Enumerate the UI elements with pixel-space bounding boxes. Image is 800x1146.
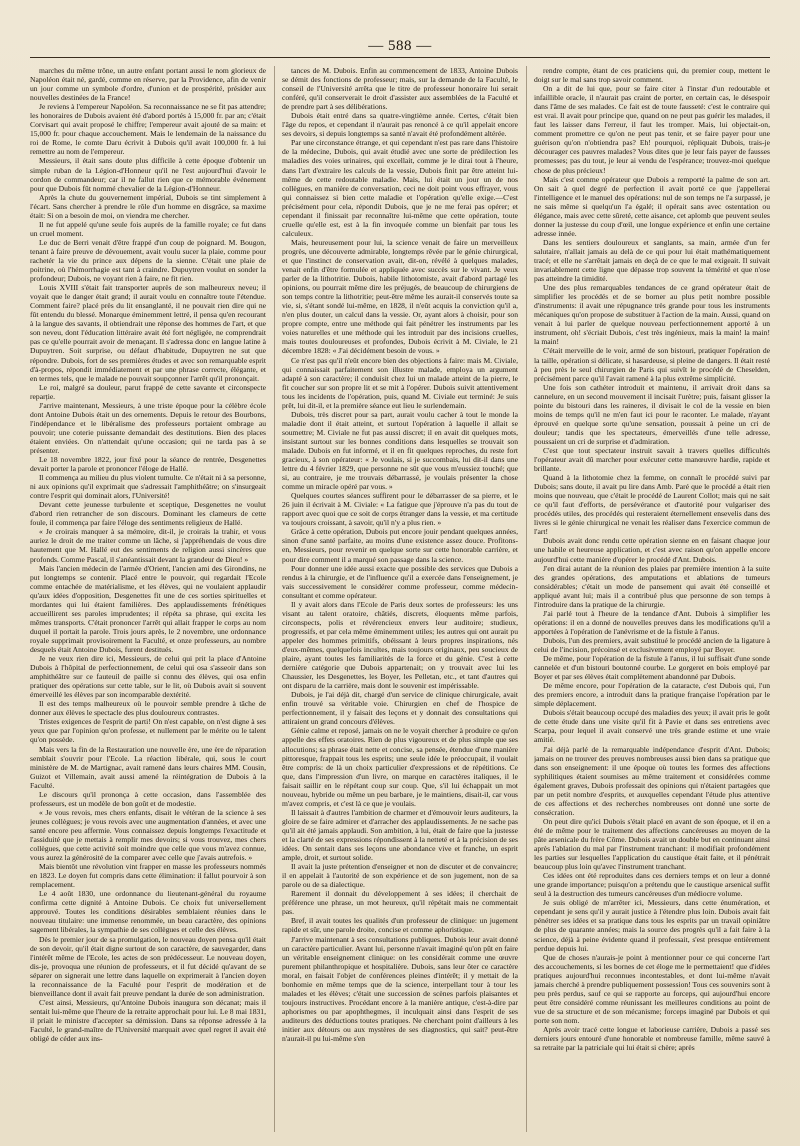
paragraph: Mais vers la fin de la Restauration une nouvelle ère, une ère de réparation semblait s'ouvrir pour l'Ecole. La réaction libérale, qui, sous le court ministère de M. de Martignac, avait ramené dans leurs chaires MM. Cousin, Guizot et Villemain, avait aussi amené la réintégration de Dubois à la Faculté.: [30, 744, 266, 790]
paragraph: Que de choses n'aurais-je point à mentionner pour ce qui concerne l'art des accouchements, si les bornes de cet éloge me le permettaient! que d'idées pratiques aujourd'hui reconnues incontestables, et dont lui-même n'avait jamais cherché à prendre publiquement possession! Tous ces souvenirs sont à peu près perdus, sauf ce qui se rapporte au forceps, qui aujourd'hui encore peut être considéré comme réunissant les meilleures conditions au point de vue de sa structure et de son mécanisme; forceps imaginé par Dubois et qui porte son nom.: [534, 952, 770, 1025]
paragraph: Mais, heureusement pour lui, la science venait de faire un merveilleux progrès, une découverte admirable, longtemps rêvée par le génie chirurgical, et que l'instinct de conservation avait, dit-on, révélé à quelques malades, venait enfin d'être formulée et appliquée avec succès sur le vivant. Je veux parler de la lithotritie. Dubois, habile lithotomiste, avait d'abord partagé les opinions, ou pourrait même dire les préjugés, de beaucoup de chirurgiens de son temps contre la lithotritie; peut-être même les aurait-il conservés toute sa vie, si, s'étant sondé lui-même, en 1828, il n'eût acquis la conviction qu'il a, n'en plus douter, un calcul dans la vessie. Or, ayant alors à choisir, pour son propre compte, entre une méthode qui fait pénétrer les instruments par les voies naturelles et une méthode qui les introduit par des incisions cruelles, mais toutes douloureuses et profondes, Dubois écrivit à M. Civiale, le 21 décembre 1828: « J'ai décidément besoin de vous. »: [282, 237, 518, 356]
paragraph: Bref, il avait toutes les qualités d'un professeur de clinique: un jugement rapide et sûr, une parole droite, concise et comme aphoristique.: [282, 916, 518, 935]
paragraph: Messieurs, il était sans doute plus difficile à cette époque d'obtenir un simple ruban de la Légion-d'Honneur qu'il ne l'est aujourd'hui d'avoir le cordon de commandeur; car il ne fallut rien que ce mémorable événement pour que Dubois fût nommé chevalier de la Légion-d'Honneur.: [30, 156, 266, 193]
paragraph: Tristes exigences de l'esprit de parti! On n'est capable, on n'est digne à ses yeux que par l'opinion qu'on professe, et nullement par le mérite ou le talent qu'on possède.: [30, 717, 266, 745]
paragraph: J'ai déjà parlé de la remarquable indépendance d'esprit d'Ant. Dubois; jamais on ne trouver des preuves nombreuses aussi bien dans sa pratique que dans son enseignement: il une époque où toutes les formes des affections syphilitiques étaient soumises au même traitement et considérées comme également graves, Dubois professait des opinions qui n'étaient partagées que par un petit nombre d'esprits, et auxquelles cependant l'étude plus attentive de ces affections et des recherches nombreuses ont donné une sorte de consécration.: [534, 744, 770, 817]
paragraph: Il ne fut appelé qu'une seule fois auprès de la famille royale; ce fut dans un cruel moment.: [30, 219, 266, 238]
paragraph: Je suis obligé de m'arrêter ici, Messieurs, dans cette énumération, et cependant je sens qu'il y aurait justice à l'étendre plus loin. Dubois avait fait pénétrer ses idées et sa pratique dans tous les esprits par un travail opiniâtre de plus de quarante années; mais la source des progrès qu'il a fait faire à la science, déjà à peine évidente quand il professait, s'est presque entièrement perdue depuis lui.: [534, 898, 770, 953]
paragraph: « Je croirais manquer à sa mémoire, dit-il, je croirais la trahir, et vous auriez le droit de me traiter comme un lâche, si j'appréhendais de vous dire hautement que M. Hallé eut des sentiments de religion aussi sincères que profonds. Comme Pascal, il s'anéantissait devant la grandeur de Dieu! »: [30, 527, 266, 564]
paragraph: Dubois, je l'ai déjà dit, chargé d'un service de clinique chirurgicale, avait enfin trouvé sa véritable voie. Chirurgien en chef de l'hospice de perfectionnement, il y faisait des leçons et y donnait des consultations qui attiraient un grand concours d'élèves.: [282, 690, 518, 727]
column-divider: [526, 66, 527, 1132]
paragraph: J'ai parlé tout à l'heure de la tendance d'Ant. Dubois à simplifier les opérations: il en a donné de nouvelles preuves dans les modifications qu'il a apportées à l'opération de l'anévrisme et de la fistule à l'anus.: [534, 608, 770, 636]
column-left: [30, 66, 266, 1132]
paragraph: On peut dire qu'ici Dubois s'était placé en avant de son époque, et il en a été de même pour le traitement des affections cancéreuses au moyen de la pâte arsenicale du frère Côme. Dubois avait un double but en continuant ainsi après l'ablation du mal par l'instrument tranchant: il modifiait profondément les parties sur lesquelles l'application du caustique était faite, et il pénétrait beaucoup plus loin qu'avec l'instrument tranchant.: [534, 816, 770, 872]
paragraph: Je ne veux rien dire ici, Messieurs, de celui qui prit la place d'Antoine Dubois à l'hôpital de perfectionnement, de celui qui osa s'asseoir dans son amphithéâtre sur ce fauteuil de paille si connu des élèves, qui osa enfin pratiquer des opérations sur cette table, sur le lit, où Dubois avait si souvent émerveillé les élèves par son incomparable dextérité.: [30, 654, 266, 700]
paragraph: Dubois, l'un des premiers, avait substitué le procédé ancien de la ligature à celui de l'incision, précoinsé et exclusivement employé par Boyer.: [534, 635, 770, 654]
paragraph: Dubois était entré dans sa quatre-vingtième année. Certes, c'était bien l'âge du repos, et cependant il n'aurait pas renoncé à ce qu'il appelait encore ses devoirs, si depuis longtemps sa santé n'avait été profondément altérée.: [282, 111, 518, 139]
paragraph: De même encore, pour l'opération de la cataracte, c'est Dubois qui, l'un des premiers encore, a introduit dans la pratique française l'opération par le simple déplacement.: [534, 681, 770, 709]
paragraph: Le discours qu'il prononça à cette occasion, dans l'assemblée des professeurs, est un modèle de bon goût et de modestie.: [30, 789, 266, 808]
paragraph: Il y avait alors dans l'Ecole de Paris deux sortes de professeurs: les uns visant au talent oratoire, châtiés, discrets, éloquents même parfois, circonspects, polis et révérencieux envers leur auditoire; studieux, progressifs, et par cela même éminemment utiles; les autres qui ont aurait pu appeler des hommes primitifs, obéissant à leurs propres inspirations, nés d'eux-mêmes, quelquefois incultes, mais toujours originaux, peu soucieux de plaire, ayant toutes les familiarités de la force et du génie. C'est à cette dernière catégorie que Dubois appartenait; on y trouvait avec lui les Chaussier, les Desgenettes, les Boyer, les Pelletan, etc., et tant d'autres qui ont disparu de la carrière, mais dont le souvenir est impérissable.: [282, 599, 518, 691]
paragraph: Dubois s'était beaucoup occupé des maladies des yeux; il avait pris le goût de cette étude dans une visite qu'il fit à Pavie et dans ses entretiens avec Scarpa, pour lequel il avait conservé une très grande estime et une vraie amitié.: [534, 708, 770, 745]
paragraph: Mais c'est comme opérateur que Dubois a remporté la palme de son art. On sait à quel degré de perfection il avait porté ce que j'appellerai l'intelligence et le manuel des opérations: nul de son temps ne l'a surpassé, je ne sais même si quelqu'un l'a égalé; il opérait sans avec ostentation ou élégance, mais avec cette sûreté, cette aisance, cet aplomb que peuvent seules donner la justesse du coup d'œil, une longue expérience et enfin une certaine adresse innée.: [534, 174, 770, 238]
paragraph: J'en dirai autant de la réunion des plaies par première intention à la suite des grandes opérations, des amputations et ablations de tumeurs considérables; c'était un mode de pansement qui avait été conseillé et appliqué avant lui; mais il a contribué plus que personne de son temps à l'introduire dans la pratique de la chirurgie.: [534, 563, 770, 609]
paragraph: Le duc de Berri venait d'être frappé d'un coup de poignard. M. Bougon, tenant à faire preuve de dévouement, avait voulu sucer la plaie, comme pour rachetér la vie du prince aux dépens de la sienne. C'était une plaie de poitrine, où l'hémorrhagie est tant à craindre. Dupuytren voulut en sonder la profondeur; Dubois, ne voyant rien à faire, ne fit rien.: [30, 237, 266, 284]
paragraph: Ce n'est pas qu'il n'eût encore bien des objections à faire: mais M. Civiale, qui connaissait parfaitement son illustre malade, employa un argument adapté à son caractère; il conduisit chez lui un malade atteint de la pierre, le fit coucher sur son propre lit et se mit à l'opérer. Dubois suivit attentivement tous les incidents de l'opération, puis, quand M. Civiale eut terminé: Je suis prêt, lui dit-il, et la première séance eut lieu le surlendemain.: [282, 355, 518, 410]
paragraph: Dès le premier jour de sa promulgation, le nouveau doyen pensa qu'il était de son devoir, qu'il était digne surtout de son caractère, de sauvegarder, dans l'intérêt même de l'Ecole, les actes de son prédécesseur. Le nouveau doyen, dis-je, provoqua une réunion de professeurs, et il fut décidé qu'avant de se séparer on signerait une lettre dans laquelle on exprimerait à l'ancien doyen la reconnaissance de la Faculté pour l'esprit de modération et de bienveillance dont il avait fait preuve pendant la durée de son administration.: [30, 934, 266, 998]
paragraph: Le roi, malgré sa douleur, parut frappé de cette savante et circonspecte reparție.: [30, 382, 266, 401]
paragraph: Mais bientôt une révolution vint frapper en masse les professeurs nommés en 1823. Le doyen fut compris dans cette élimination: il fallut pourvoir à son remplacement.: [30, 862, 266, 890]
paragraph: C'est que tout spectateur instruit savait à travers quelles difficultés l'opérateur avait dû marcher pour exécuter cette manœuvre hardie, rapide et brillante.: [534, 445, 770, 474]
paragraph: Dans les sentiers douloureux et sanglants, sa main, armée d'un fer salutaire, n'allait jamais au delà de ce qui pour lui était mathématiquement tracé; et elle ne s'arrêtait jamais en deçà de ce que le mal exigeait. Il suivait invariablement cette ligne que dépasse trop souvent la témérité et que n'ose pas atteindre la timidité.: [534, 237, 770, 284]
paragraph: Il avait la juste prétention d'enseigner et non de discuter et de convaincre; il en appelait à l'autorité de son expérience et de son jugement, non de sa parole ou de sa dialectique.: [282, 862, 518, 890]
paragraph: C'était merveille de le voir, armé de son bistouri, pratiquer l'opération de la taille, opération si délicate, si hasardeuse, si pleine de dangers. Il était resté à peu près le seul chirurgien de Paris qui suivît le procédé de Cheselden, précisément parce qu'il l'avait ramené à la plus extrême simplicité.: [534, 346, 770, 383]
column-divider: [274, 66, 275, 1132]
paragraph: Une des plus remarquables tendances de ce grand opérateur était de simplifier les procédés et de se borner au plus petit nombre possible d'instruments: il avait une répugnance très grande pour tous les instruments mécaniques qu'on propose de substituer à l'action de la main. Aussi, quand on venait à lui parler de quelque nouveau perfectionnement apporté à un instrument, oh! s'écriait Dubois, c'est très ingénieux, mais la main! la main! la main!: [534, 283, 770, 347]
paragraph: Il commença au milieu du plus violent tumulte. Ce n'était ni à sa personne, ni aux opinions qu'il exprimait que s'adressait l'amphithéâtre; on s'insurgeait contre l'esprit qui dominait alors, l'Université!: [30, 473, 266, 501]
paragraph: Le 18 novembre 1822, jour fixé pour la séance de rentrée, Desgenettes devait porter la parole et prononcer l'éloge de Hallé.: [30, 455, 266, 474]
page-number: — 588 —: [368, 38, 432, 54]
column-middle: [282, 66, 518, 1132]
text-columns: [30, 66, 770, 1132]
paragraph: C'est ainsi, Messieurs, qu'Antoine Dubois inaugura son décanat; mais il sentait lui-même que l'heure de la retraite approchait pour lui. Le 8 mai 1831, il priait le ministre d'accepter sa démission. Dans sa réponse adressée à la Faculté, le grand-maître de l'Université marquait avec quel regret il avait été obligé de céder aux ins-: [30, 997, 266, 1044]
paragraph: « Je vous revois, mes chers enfants, disait le vétéran de la science à ses jeunes collègues; je vous revois avec une augmentation d'années, et avec une santé encore peu affermie. Vous connaissez depuis longtemps l'exactitude et l'assiduité que je mettais à remplir mes devoirs; si vous trouvez, mes chers collègues, que cette activité soit moindre que celle que vous m'avez connue, vous aurez la générosité de la comparer avec celle que j'avais autrefois. »: [30, 807, 266, 863]
paragraph: Louis XVIII s'était fait transporter auprès de son malheureux neveu; il voyait que le danger était grand; il aurait voulu en connaître toute l'étendue. Comment faire? placé près du lit ensanglanté, il ne pouvait rien dire qui ne fût entendu du blessé. Monarque éminemment lettré, il pensa qu'en recourant à la langue des savants, il obtiendrait une réponse des hommes de l'art, et que son neveu, dont l'éducation littéraire avait été fort négligée, ne comprendrait pas ce qu'elle pourrait avoir de menaçant. Il s'adressa donc en langue latine à Dupuytren. Soit surprise, ou défaut d'habitude, Dupuytren ne sut que répondre. Dubois, fort de ses premières études et avec son remarquable esprit d'à-propos, répondit immédiatement et par une phrase correcte, élégante, et en termes tels, que le malade ne pouvait soupçonner l'arrêt qu'il prononçait.: [30, 283, 266, 383]
paragraph: Dubois, très discret pour sa part, aurait voulu cacher à tout le monde la maladie dont il était atteint, et surtout l'opération à laquelle il allait se soumettre; M. Civiale ne fut pas aussi discret; il en avait dit quelques mots, insistant surtout sur les bonnes conditions dans lesquelles se trouvait son malade. Dubois en fut informé, et il en fit quelques reproches, du reste fort gracieux, à son opérateur: « Je voulais, si je succombais, lui dit-il dans une lettre du 4 février 1829, que personne ne sût que vous m'eussiez touché; que si, au contraire, je me trouvais débarrassé, je voulais présenter la chose comme un miracle opéré par vous. »: [282, 409, 518, 492]
paragraph: Quand à la lithotomie chez la femme, on connaît le procédé suivi par Dubois; sans doute, il avait pu lire dans Amb. Paré que le procédé a était rien moins que nouveau, que c'était le procédé de Laurent Collot; mais qui ne sait ce qu'il faut d'efforts, de persévérance et d'autorité pour vulgariser des procédés utiles, des procédés qui resteraient éternellement ensevelis dans des livres si le génie chirurgical ne venait les réaliser dans l'exercice commun de l'art!: [534, 473, 770, 537]
paragraph: Mais l'ancien médecin de l'armée d'Orient, l'ancien ami des Girondins, ne put longtemps se contenir. Placé entre le pouvoir, qui regardait l'Ecole comme entachée de matérialisme, et les élèves, qui ne voulaient applaudir qu'aux idées d'opposition, Desgenettes fit une de ces sorties spirituelles et mordantes qui lui étaient familières. Des applaudissements frénétiques accueillirent ses paroles imprudentes; il répéta sa phrase, qui excita les mêmes transports. C'était prononcer l'arrêt qui allait frapper le corps au nom duquel il portait la parole. Trois jours après, le 2 novembre, une ordonnance royale supprimait provisoirement la Faculté, et onze professeurs, au nombre desquels était Antoine Dubois, furent destitués.: [30, 563, 266, 654]
paragraph: Une fois son cathéter introduit et maintenu, il arrivait droit dans sa cannelure, en un second mouvement il incisait l'urètre; puis, faisant glisser la pointe du bistouri dans les raineres, il divisait le col de la vessie en bien moins de temps qu'il ne m'en faut ici pour le raconter. Le malade, n'ayant éprouvé en quelque sorte qu'une sensation, poussait à peine un cri de douleur; tandis que les spectateurs, émerveillés d'une telle adresse, poussaient un cri de surprise et d'admiration.: [534, 382, 770, 446]
paragraph: De même, pour l'opération de la fistule à l'anus, il lui suffisait d'une sonde cannelée et d'un bistouri boutonné courbe. Le gorgeret en bois employé par Boyer et par ses élèves était complètement abandonné par Dubois.: [534, 654, 770, 682]
paragraph: Pour donner une idée aussi exacte que possible des services que Dubois a rendus à la chirurgie, et de l'influence qu'il a exercée dans l'enseignement, je vais successivement le considérer comme professeur, comme médecin-consultant et comme opérateur.: [282, 563, 518, 600]
paragraph: Par une circonstance étrange, et qui cependant n'est pas rare dans l'histoire de la médecine, Dubois, qui avait étudié avec une sorte de prédilection les maladies des voies urinaires, qui excellait, comme je le dirai tout à l'heure, dans l'art d'extraire les calculs de la vessie, Dubois finit par être atteint lui-même de cette redoutable maladie. Mais, lui était un jour un de nos collègues, en manière de conversation, ceci ne doit point vous effrayer, vous qui connaissez si bien cette maladie et l'opération qu'elle exige.—C'est précisément pour cela, répondit Dubois, que je ne me ferai pas opérer; et cependant il finissait par reconnaître lui-même que cette opération, toute cruelle qu'elle est, est à la fin invoquée comme un bienfait par tous les calculeux.: [282, 138, 518, 238]
paragraph: J'arrive maintenant, Messieurs, à une triste époque pour la célèbre école dont Antoine Dubois était un des ornements. Depuis le retour des Bourbons, l'indépendance et le libéralisme des professeurs portaient ombrage au pouvoir; une coterie puissante demandait des destitutions. Bien des places étaient enviées. On n'attendait qu'une occasion; qui ne tarda pas à se présenter.: [30, 400, 266, 455]
column-right: [534, 66, 770, 1132]
paragraph: Quelques courtes séances suffirent pour le débarrasser de sa pierre, et le 26 juin il écrivait à M. Civiale: « La fatigue que j'éprouve n'a pas du tout de rapport avec quoi que ce soit de corps étranger dans la vessie, et ma certitude va toujours croissant, à savoir, qu'il n'y a plus rien. »: [282, 491, 518, 528]
paragraph: Ces idées ont été reproduites dans ces derniers temps et on leur a donné une grande importance; puisqu'on a prétendu que le caustique arsenical suffit seul à la destruction des tumeurs cancéreuses d'un médiocre volume.: [534, 871, 770, 899]
paragraph: Après la chute du gouvernement impérial, Dubois se tint simplement à l'écart. Sans chercher à prendre le rôle d'un homme en disgrâce, sa maxime était: Si on a besoin de moi, on viendra me chercher.: [30, 192, 266, 220]
paragraph: tances de M. Dubois. Enfin au commencement de 1833, Antoine Dubois se démit des fonctions de professeur; mais, sur la demande de la Faculté, le conseil de l'Université arrêta que le titre de professeur honoraire lui serait conféré, qu'il conserverait le droit d'assister aux assemblées de la Faculté et de prendre part à ses délibérations.: [282, 66, 518, 112]
paragraph: Il laissait à d'autres l'ambition de charmer et d'émouvoir leurs auditeurs, la gloire de se faire admirer et d'arracher des applaudissements. Je ne sache pas qu'il ait été jamais applaudi. Son ambition, à lui, était de faire que la justesse et la clarté de ses expressions répondissent à la netteté et à la précision de ses idées. On sentait dans ses leçons une abondance vive et franche, un esprit ample, droit, et surtout solide.: [282, 807, 518, 863]
paragraph: On a dit de lui que, pour se faire citer à l'instar d'un redoutable et infaillible oracle, il n'aurait pas craint de porter, en certain cas, le désespoir dans l'âme de ses malades. Ce fait est de toute fausseté: c'est le contraire qui est vrai. Il avait pour principe que, quand on ne peut pas guérir les malades, il faut les laisser dans l'erreur, il faut les tromper. Mais, lui objectait-on, comment promettre ce qu'on ne peut pas tenir, et se faire payer pour une guérison qu'on n'obtiendra pas? Eh! pourquoi, répliquait Dubois, trais-je décourager ces pauvres malades? Vous dites que je leur fais payer de fausses promesses; pas du tout, je leur ai vendu de l'espérance; trouvez-moi quelque chose de plus précieux!: [534, 84, 770, 175]
header-rule: [30, 57, 770, 58]
paragraph: Je reviens à l'empereur Napoléon. Sa reconnaissance ne se fit pas attendre; les honoraires de Dubois avaient été d'abord portés à 15,000 fr. par an; c'était Corvisart qui avait proposé le chiffre; l'empereur avait ajouté de sa main: et 15,000 fr. pour chaque accouchement. Mais le lendemain de la naissance du roi de Rome, le comte Daru écrivit à Dubois qu'il avait 100,000 fr. à lui remettre au nom de l'empereur.: [30, 102, 266, 157]
paragraph: Rarement il donnait du développement à ses idées; il cherchait de préférence une phrase, un mot heureux, qu'il répétait mais ne commentait pas.: [282, 889, 518, 917]
paragraph: marches du même trône, un autre enfant portant aussi le nom glorieux de Napoléon était né, gardé, comme en réserve, par la Providence, afin de venir un jour comme un symbole d'ordre, d'union et de prospérité, présider aux nouvelles destinées de la France!: [30, 66, 266, 103]
paragraph: Génie calme et reposé, jamais on ne le voyait chercher à produire ce qu'on appelle des effets oratoires. Rien de plus vigoureux et de plus simple que ses allocutions; sa phrase était nette et concise, sa pensée, étendue d'une manière pittoresque, frappait tous les esprits; une seule idée le préoccupait, il voulait être compris: de là un choix particulier d'expressions et de répétitions. Ce que, dans l'impression d'un livre, on marque en caractères italiques, il le faisait saillir en le répétant coup sur coup. Que, s'il lui échappait un mot nouveau, hybride ou même un peu barbare, je le maintiens, disait-il, car vous m'avez compris, et c'est là ce que je voulais.: [282, 726, 518, 808]
paragraph: J'arrive maintenant à ses consultations publiques. Dubois leur avait donné un caractère particulier. Avant lui, personne n'avait imaginé qu'on pût en faire un véritable enseignement clinique: on les considérait comme une œuvre purement philanthropique et hospitalière. Dubois, sans leur ôter ce caractère moral, en faisait l'objet de conférences pleines d'intérêt; il y mettait de la bonhomie en même temps que de la science, interpellant tour à tour les malades et les élèves; c'était une succession de scènes parfois plaisantes et toujours instructives. Procédant encore à la manière antique, c'est-à-dire par aphorismes ou par apophthegmes, il inculquait ainsi dans l'esprit de ses auditeurs des déductions toutes pratiques. Ne cherchant point d'ailleurs à les initier aux détours ou aux mystères de ses diagnostics, qui sait? peut-être n'aurait-il pu lui-même s'en: [282, 934, 518, 1044]
paragraph: Il est des temps malheureux où le pouvoir semble prendre à tâche de donner aux élèves le spectacle des plus douloureux contrastes.: [30, 699, 266, 718]
paragraph: Grâce à cette opération, Dubois put encore jouir pendant quelques années, sinon d'une santé parfaite, au moins d'une existence assez douce. Profitons-en, Messieurs, pour revenir en quelque sorte sur cette honorable carrière, et pour dire comment il a marqué son passage dans la science.: [282, 527, 518, 564]
paragraph: Après avoir tracé cette longue et laborieuse carrière, Dubois a passé ses derniers jours entouré d'une honorable et nombreuse famille, même sauvé à sa retraite par la patriciale qui lui était si chère; après: [534, 1024, 770, 1053]
paragraph: Dubois avait donc rendu cette opération sienne en en faisant chaque jour une habile et heureuse application, et c'est avec raison qu'on appelle encore aujourd'hui cette manière d'opérer le procédé d'Ant. Dubois.: [534, 536, 770, 564]
paragraph: Le 4 août 1830, une ordonnance du lieutenant-général du royaume confirma cette dignité à Antoine Dubois. Ce choix fut universellement approuvé. Toutes les conditions désirables semblaient réunies dans le nouveau titulaire: une immense renommée, un beau caractère, des opinions sagement libérales, la sympathie de ses collègues et celle des élèves.: [30, 889, 266, 935]
paragraph: Devant cette jeunesse turbulente et sceptique, Desgenettes ne voulut d'abord rien retrancher de son discours. Dominant les clameurs de cette foule, il commença par faire l'éloge des sentiments religieux de Hallé.: [30, 500, 266, 528]
paragraph: rendre compte, étant de ces praticiens qui, du premier coup, mettent le doigt sur le mal sans trop savoir comment.: [534, 66, 770, 85]
